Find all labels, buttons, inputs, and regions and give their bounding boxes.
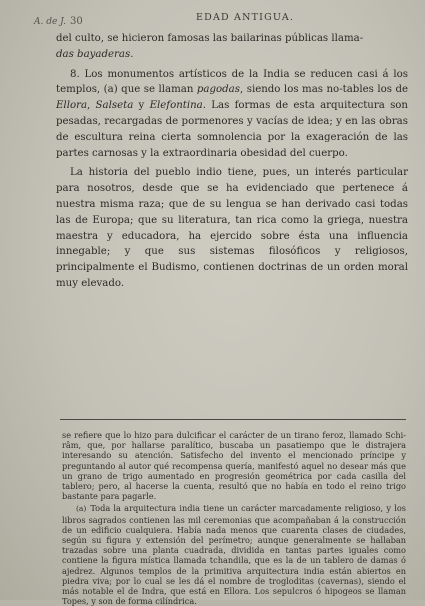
footnote-separator — [60, 419, 406, 420]
para-8-text-b: . Las formas de esta arquitectura son pesadas, recargadas de pormenores y vacías de idea; y en las obras de escultura reina cierta somnolencia por la exageración de las partes carnosas y la extraordinaria obesidad del cuerpo. — [56, 100, 408, 159]
page-label: A. de J. — [34, 17, 66, 27]
paragraph-8 — [56, 67, 408, 162]
para-8-text-a: , siendo los mas no-tables los de — [239, 84, 408, 96]
footnote-a — [62, 503, 406, 606]
para-8-lead: 8. Los monumentos artísticos de la India se reducen casi á los templos, (a) que se llaman — [56, 68, 408, 96]
paragraph-history: La historia del pueblo indio tiene, pues, un interés particular para nosotros, desde que se ha evidenciado que pertenece á nuestra misma raza; que de su lengua se han derivado casi todas las de Europa; que su literatura, tan rica como la griega, nuestra maestra y educadora, ha ejercido sobre ésta una influencia innegable; y que sus sistemas filosóficos y religiosos, principalmente el Budismo, contienen doctrinas de un orden moral muy elevado. — [56, 167, 408, 289]
term-ellora: Ellora — [56, 100, 88, 112]
footnotes — [62, 430, 406, 606]
continued-paragraph — [56, 31, 408, 63]
footnote-a-text: Toda la arquitectura india tiene un carácter marcadamente religioso, y los libros sagrados contienen las mil ceremonias que acompañaban á la construcción de un edificio cualquiera. Había nada menos que cuarenta clases de ciudades, según su figura y extensión del perímetro; aunque generalmente se hallaban trazadas sobre una planta cuadrada, dividida en tantas partes iguales como contiene la figura mística llamada tchandila, que es la de un tablero de damas ó ajedrez. Algunos templos de la primitiva arquitectura india están abiertos en piedra viva; por lo cual se les dá el nombre de trogloditas (cavernas), siendo el más notable el de Indra, que está en Ellora. Los sepulcros ó hipogeos se llaman Topes, y son de forma cilíndrica. — [62, 503, 406, 606]
footnote-a-mark: (a) — [76, 504, 87, 514]
sep-1: , — [87, 100, 96, 112]
main-text — [56, 31, 408, 292]
running-title: EDAD ANTIGUA. — [196, 12, 295, 23]
page-number: 30 — [70, 16, 83, 27]
term-elefontina: Elefontina — [149, 100, 203, 112]
term-pagodas: pagodas — [196, 84, 240, 96]
continued-line-end: das bayaderas. — [56, 48, 134, 60]
footnote-continued: se refiere que lo hizo para dulcificar el carácter de un tirano feroz, llamado Schi-râm, que, por hallarse paralítico, buscaba un pasatiempo que le distrajera interesando su atención. Satisfecho del invento el mencionado príncipe y preguntando al autor qué recompensa quería, manifestó aquel no desear más que un grano de trigo aumentado en progresión geométrica por cada casilla del tablero; pero, al hacerse la cuenta, resultó que no había en todo el reino trigo bastante para pagarle. — [62, 430, 406, 502]
term-salseta: Salseta — [95, 100, 134, 112]
continued-line: del culto, se hicieron famosas las bailarinas públicas llama- — [56, 33, 364, 44]
sep-2: y — [133, 100, 150, 112]
